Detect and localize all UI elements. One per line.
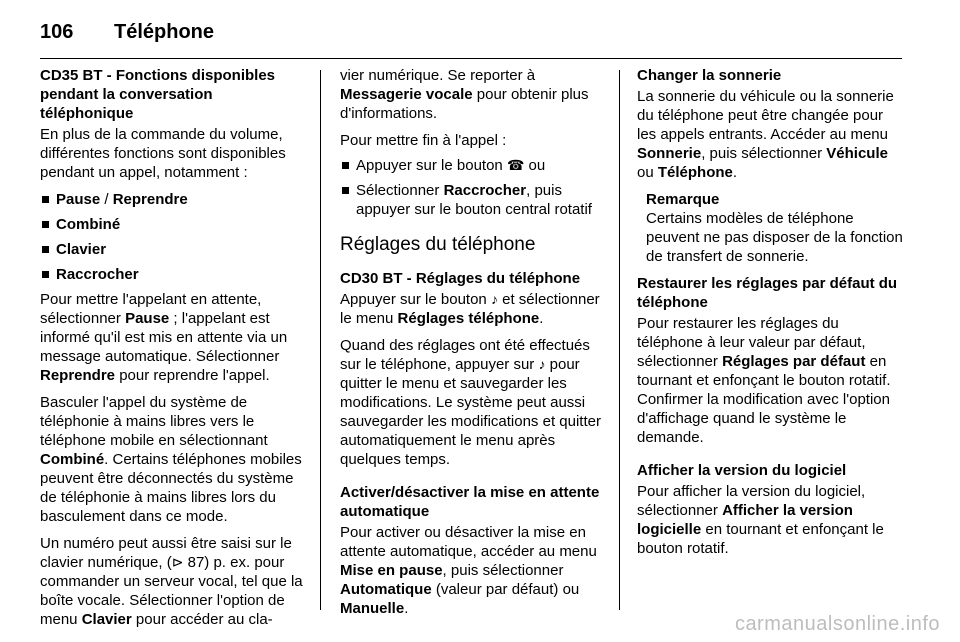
auto-hold-paragraph: Pour activer ou désactiver la mise en attente automatique, accéder au menu Mise en pause, puis sélectionner Automatique (valeur par défaut) ou Manuelle. [340,524,597,617]
phone-hangup-icon: ☎ [506,157,525,173]
column-divider [619,70,620,610]
sub-heading-auto-hold: Activer/désactiver la mise en attente automatique [340,484,600,520]
note-block [637,190,905,266]
list-item: Clavier [40,240,308,259]
column-divider [320,70,321,610]
note-title: Remarque [646,191,720,208]
sub-heading-restore: Restaurer les réglages par défaut du téléphone [637,275,898,311]
pause-paragraph: Pour mettre l'appelant en attente, sélectionner Pause ; l'appelant est informé qu'il est mis en attente via un message automatique. Sélectionner Reprendre pour reprendre l'appel. [40,291,288,384]
note-text: Certains modèles de téléphone peuvent ne pas disposer de la fonction de transfert de sonnerie. [646,210,903,265]
page-header [40,18,900,46]
page-number: 106 [40,21,74,43]
sub-heading-ringtone: Changer la sonnerie [637,67,782,84]
phone-menu-icon: ♪ [490,291,498,307]
restore-paragraph: Pour restaurer les réglages du téléphone à leur valeur par défaut, sélectionner Réglages par défaut en tournant et enfonçant le bouton rotatif. Confirmer la modification avec l'option d'affichage quand le système le demande. [637,315,891,446]
list-item: Sélectionner Raccrocher, puis appuyer sur le bouton central rotatif [340,181,608,219]
watermark: carmanualsonline.info [734,613,940,635]
page-reference-icon: ⊳ [171,554,184,570]
list-item: Appuyer sur le bouton ☎ ou [340,156,608,175]
save-paragraph: Quand des réglages ont été effectués sur le téléphone, appuyer sur ♪ pour quitter le menu et sauvegarder les modifications. Le système peut aussi sauvegarder les modifications et quitter automatiquement le menu après quelques temps. [340,337,601,468]
section-heading-cd35: CD35 BT - Fonctions disponibles pendant la conversation téléphonique [40,67,276,122]
function-list [40,190,308,284]
page-title: Téléphone [114,21,215,43]
sub-heading-version: Afficher la version du logiciel [637,462,847,479]
intro-paragraph: En plus de la commande du volume, différentes fonctions sont disponibles pendant un appel, notamment : [40,126,286,181]
column-1 [40,66,308,637]
voicemail-paragraph: vier numérique. Se reporter à Messagerie vocale pour obtenir plus d'informations. [340,67,589,122]
section-heading-settings: Réglages du téléphone [340,234,536,255]
ringtone-paragraph: La sonnerie du véhicule ou la sonnerie du téléphone peut être changée pour les appels entrants. Accéder au menu Sonnerie, puis sélectionner Véhicule ou Téléphone. [637,88,894,181]
column-2 [340,66,608,626]
header-rule [40,58,902,59]
list-item: Combiné [40,215,308,234]
settings-paragraph: Appuyer sur le bouton ♪ et sélectionner le menu Réglages téléphone. [340,291,600,327]
list-item: Raccrocher [40,265,308,284]
end-call-list [340,156,608,219]
end-call-intro: Pour mettre fin à l'appel : [340,132,507,149]
column-3 [637,66,905,566]
version-paragraph: Pour afficher la version du logiciel, sélectionner Afficher la version logicielle en tournant et enfonçant le bouton rotatif. [637,483,884,557]
sub-heading-cd30: CD30 BT - Réglages du téléphone [340,270,581,287]
phone-menu-icon: ♪ [538,356,546,372]
keypad-paragraph: Un numéro peut aussi être saisi sur le clavier numérique, (⊳ 87) p. ex. pour commander un serveur vocal, tel que la boîte vocale. Sélectionner l'option de menu Clavier pour accéder au cla- [40,535,303,628]
list-item: Pause / Reprendre [40,190,308,209]
transfer-paragraph: Basculer l'appel du système de téléphonie à mains libres vers le téléphone mobile en sélectionnant Combiné. Certains téléphones mobiles peuvent être déconnectés du système de téléphonie à mains libres lors du basculement dans ce mode. [40,394,302,525]
